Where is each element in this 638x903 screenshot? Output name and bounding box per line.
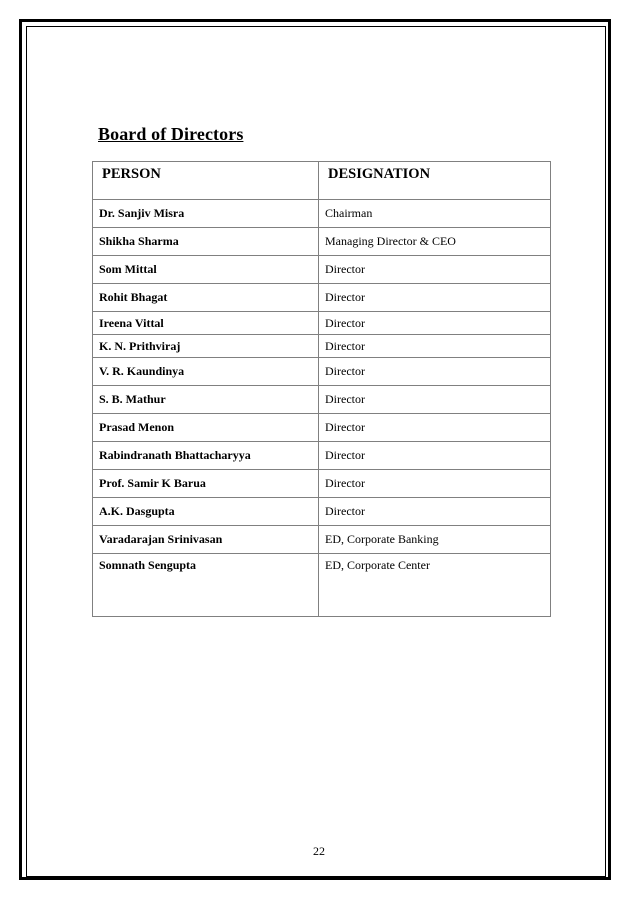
person-cell: Shikha Sharma (93, 228, 319, 256)
designation-cell: Director (319, 284, 551, 312)
board-table (92, 161, 551, 617)
designation-cell: Director (319, 498, 551, 526)
table-row (93, 284, 551, 312)
designation-cell: Director (319, 256, 551, 284)
table-row (93, 312, 551, 335)
designation-cell: Director (319, 312, 551, 335)
person-cell: A.K. Dasgupta (93, 498, 319, 526)
designation-cell: ED, Corporate Center (319, 554, 551, 617)
column-header-person: PERSON (93, 162, 319, 200)
table-row (93, 442, 551, 470)
table-row (93, 470, 551, 498)
table-row (93, 554, 551, 617)
designation-cell: Director (319, 414, 551, 442)
person-cell: Somnath Sengupta (93, 554, 319, 617)
person-cell: S. B. Mathur (93, 386, 319, 414)
person-cell: Ireena Vittal (93, 312, 319, 335)
designation-cell: Director (319, 386, 551, 414)
designation-cell: Chairman (319, 200, 551, 228)
person-cell: Varadarajan Srinivasan (93, 526, 319, 554)
designation-cell: Director (319, 442, 551, 470)
person-cell: Rabindranath Bhattacharyya (93, 442, 319, 470)
person-cell: Prof. Samir K Barua (93, 470, 319, 498)
table-row (93, 386, 551, 414)
table-row (93, 335, 551, 358)
table-row (93, 414, 551, 442)
person-cell: Dr. Sanjiv Misra (93, 200, 319, 228)
person-cell: K. N. Prithviraj (93, 335, 319, 358)
table-row (93, 228, 551, 256)
table-header-row (93, 162, 551, 200)
person-cell: Rohit Bhagat (93, 284, 319, 312)
table-row (93, 526, 551, 554)
designation-cell: Director (319, 335, 551, 358)
table-row (93, 498, 551, 526)
designation-cell: Director (319, 358, 551, 386)
person-cell: V. R. Kaundinya (93, 358, 319, 386)
page-title: Board of Directors (98, 124, 244, 144)
designation-cell: Director (319, 470, 551, 498)
table-row (93, 200, 551, 228)
designation-cell: ED, Corporate Banking (319, 526, 551, 554)
person-cell: Prasad Menon (93, 414, 319, 442)
designation-cell: Managing Director & CEO (319, 228, 551, 256)
column-header-designation: DESIGNATION (319, 162, 551, 200)
table-row (93, 358, 551, 386)
page-number: 22 (313, 844, 325, 858)
table-row (93, 256, 551, 284)
person-cell: Som Mittal (93, 256, 319, 284)
